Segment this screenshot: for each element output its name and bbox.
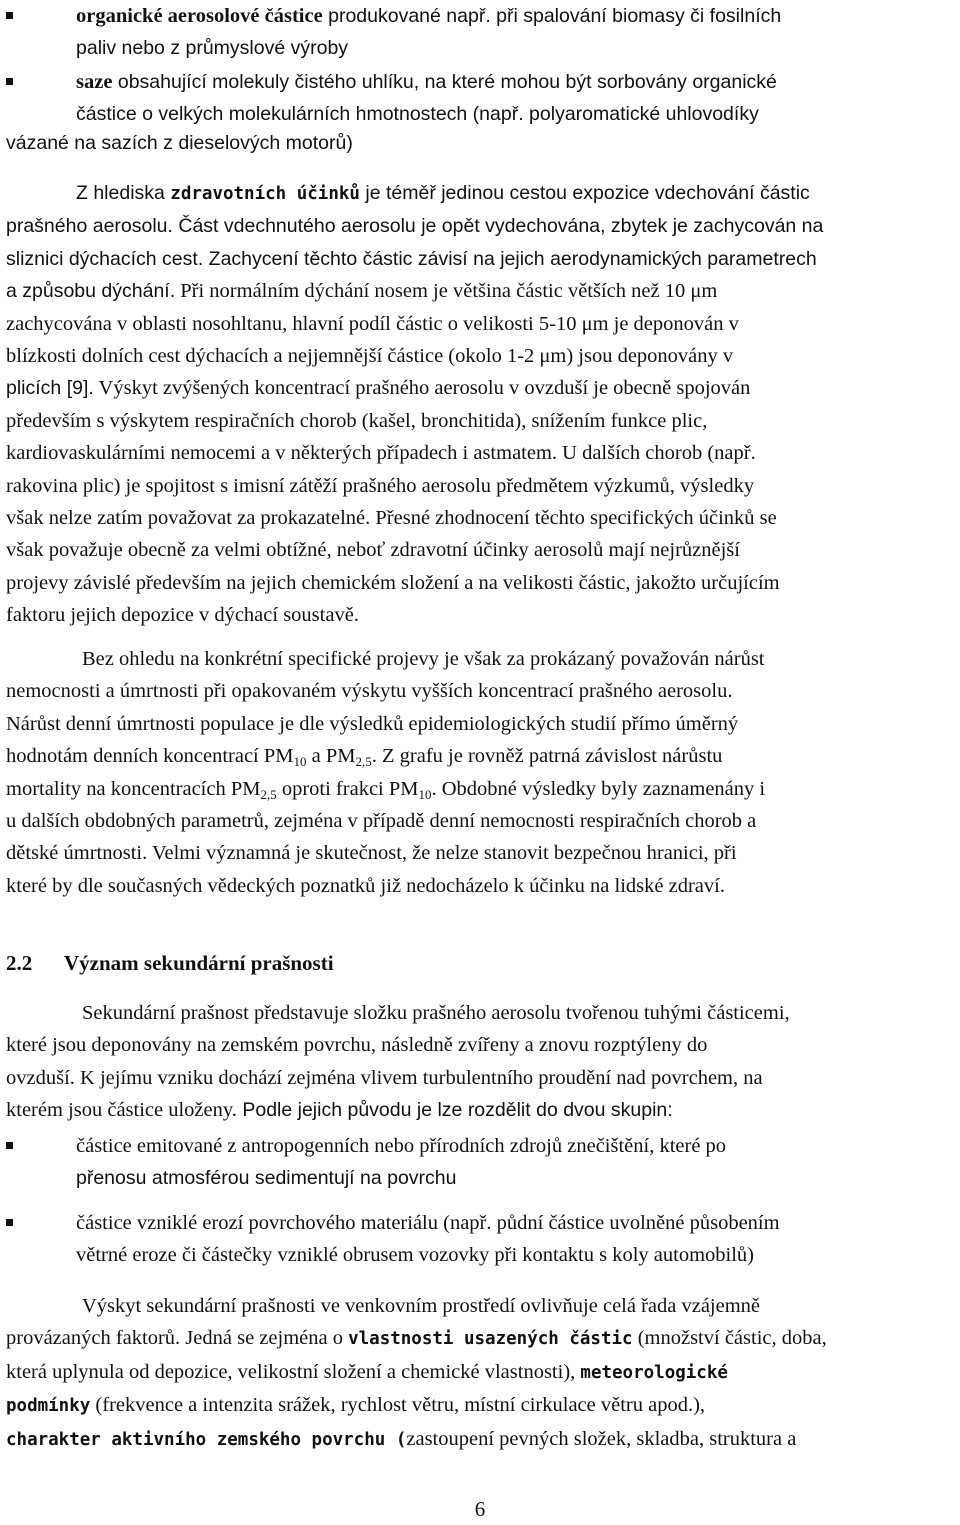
bullet-item (6, 66, 946, 131)
bullet-item (6, 1130, 946, 1195)
section-number: 2.2 (6, 951, 33, 975)
para-line: však považuje obecně za velmi obtížné, neboť zdravotní účinky aerosolů mají nejrůznější (6, 539, 740, 562)
para-line: nemocnosti a úmrtnosti při opakovaném výskytu vyšších koncentrací prašného aerosolu. (6, 680, 733, 703)
bullet-line: částice vzniklé erozí povrchového materiálu (např. půdní částice uvolněné působením (76, 1212, 780, 1234)
para-line: zachycována v oblasti nosohltanu, hlavní podíl částic o velikosti 5-10 μm je deponován v (6, 312, 739, 335)
page-number: 6 (474, 1497, 486, 1521)
para-line: rakovina plic) je spojitost s imisní zátěží prašného aerosolu předmětem výzkumů, výsledky (6, 474, 755, 497)
bullet-line: částice o velkých molekulárních hmotnostech (např. polyaromatické uhlovodíky (76, 103, 759, 126)
para-line: která uplynula od depozice, velikostní složení a chemické vlastnosti), meteorologické (6, 1360, 728, 1383)
section-title: Význam sekundární prašnosti (64, 951, 334, 975)
para-line: především s výskytem respiračních chorob (kašel, bronchitida), snížením funkce plic, (6, 409, 708, 432)
para-line: kterém jsou částice uloženy. Podle jejich původu je lze rozdělit do dvou skupin: (6, 1099, 673, 1122)
para-line: projevy závislé především na jejich chemickém složení a na velikosti částic, jakožto určujícím (6, 571, 780, 594)
paragraph-health-effects (6, 177, 954, 632)
para-line: však nelze zatím považovat za prokazatelné. Přesné zhodnocení těchto specifických účinků se (6, 507, 777, 530)
para-line: u dalších obdobných parametrů, zejména v případě denní nemocnosti respiračních chorob a (6, 810, 757, 833)
para-line: dětské úmrtnosti. Velmi významná je skutečnost, že nelze stanovit bezpečnou hranici, při (6, 842, 737, 865)
para-line: Výskyt sekundární prašnosti ve venkovním prostředí ovlivňuje celá řada vzájemně (82, 1295, 761, 1317)
para-line: sliznici dýchacích cest. Zachycení těchto částic závisí na jejich aerodynamických parametrech (6, 247, 817, 270)
paragraph-mortality (6, 643, 954, 902)
bullet-bold-term: organické aerosolové částice (76, 5, 323, 27)
para-line: provázaných faktorů. Jedná se zejména o vlastnosti usazených částic (množství částic, doba, (6, 1327, 827, 1350)
bullet-bold-term: saze (76, 71, 113, 93)
para-line: prašného aerosolu. Část vdechnutého aerosolu je opět vydechována, zbytek je zachycován na (6, 215, 824, 238)
para-line: plicích [9]. Výskyt zvýšených koncentrací prašného aerosolu v ovzduší je obecně spojován (6, 377, 751, 400)
para-line: kardiovaskulárními nemocemi a v některých případech i astmatem. U dalších chorob (např. (6, 442, 756, 465)
para-line: Z hlediska zdravotních účinků je téměř jedinou cestou expozice vdechování částic (76, 182, 810, 204)
bullet-marker (6, 1142, 13, 1149)
section-heading (6, 951, 334, 976)
bullet-marker (6, 78, 13, 85)
bullet-line: částice emitované z antropogenních nebo přírodních zdrojů znečištění, které po (76, 1135, 727, 1157)
para-line: faktoru jejich depozice v dýchací soustavě. (6, 604, 359, 627)
bullet-line: větrné eroze či částečky vzniklé obrusem vozovky při kontaktu s koly automobilů) (76, 1244, 755, 1267)
para-line: blízkosti dolních cest dýchacích a nejjemnější částice (okolo 1-2 μm) jsou deponovány v (6, 345, 734, 368)
para-line: Nárůst denní úmrtnosti populace je dle výsledků epidemiologických studií přímo úměrný (6, 712, 739, 735)
bullet-line: přenosu atmosférou sedimentují na povrchu (76, 1167, 457, 1190)
para-line: ovzduší. K jejímu vzniku dochází zejména vlivem turbulentního proudění nad povrchem, na (6, 1066, 763, 1089)
bullet-line: saze obsahující molekuly čistého uhlíku, na které mohou být sorbovány organické (76, 71, 777, 93)
paragraph-secondary-dust (6, 997, 954, 1127)
para-line: které by dle současných vědeckých poznatků již nedocházelo k účinku na lidské zdraví. (6, 874, 725, 897)
bullet-line: paliv nebo z průmyslové výroby (76, 37, 349, 60)
bullet-line: organické aerosolové částice produkované např. při spalování biomasy či fosilních (76, 5, 782, 27)
para-line: podmínky (frekvence a intenzita srážek, rychlost větru, místní cirkulace větru apod.), (6, 1394, 706, 1417)
para-line: Bez ohledu na konkrétní specifické projevy je však za prokázaný považován nárůst (82, 648, 765, 670)
bullet-item (6, 1207, 946, 1272)
bullet-marker (6, 1219, 13, 1226)
para-line: charakter aktivního zemského povrchu (zastoupení pevných složek, skladba, struktura a (6, 1427, 797, 1450)
bullet-item (6, 0, 946, 65)
para-line: hodnotám denních koncentrací $PM_{10}$ a $PM_{2,5}$. Z grafu je rovněž patrná závislost nárůstu (6, 745, 723, 770)
para-line: Sekundární prašnost představuje složku prašného aerosolu tvořenou tuhými částicemi, (82, 1002, 790, 1024)
para-line: a způsobu dýchání. Při normálním dýchání nosem je většina částic větších než 10 μm (6, 280, 718, 303)
para-line: mortality na koncentracích $PM_{2,5}$ oproti frakci $PM_{10}$. Obdobné výsledky byly zaznamenány i (6, 777, 766, 802)
paragraph-factors (6, 1290, 954, 1456)
bullet-continuation-line: vázané na sazích z dieselových motorů) (6, 132, 353, 154)
bullet-marker (6, 12, 13, 19)
para-line: které jsou deponovány na zemském povrchu, následně zvířeny a znovu rozptýleny do (6, 1034, 708, 1057)
